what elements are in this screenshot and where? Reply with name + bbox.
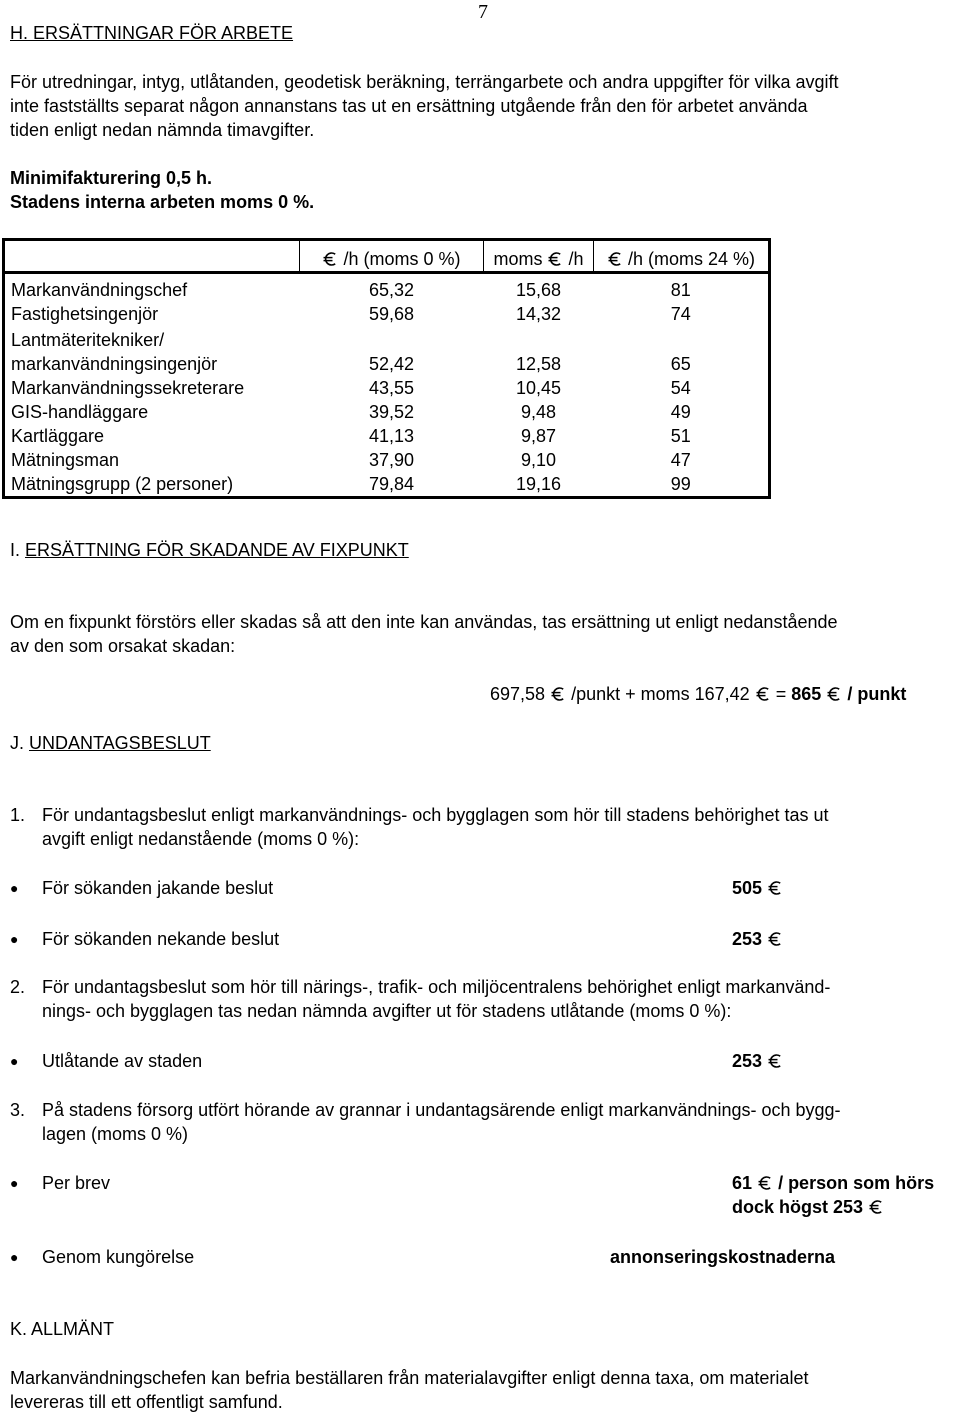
item-text-line: På stadens försorg utfört hörande av grannar i undantagsärende enligt markanvändnings- och bygg- [42,1100,841,1120]
table-row [4,472,770,498]
role-cell: GIS-handläggare [11,402,149,422]
section-k-text-line: Markanvändningschefen kan befria beställaren från materialavgifter enligt denna taxa, om materialet [10,1368,809,1388]
section-h-intro-line: inte fastställts separat någon annanstans tas ut en ersättning utgående från den för arbetet använda [10,96,808,116]
section-k-text-line: levereras till ett offentligt samfund. [10,1392,283,1412]
item-text-line: För undantagsbeslut som hör till närings-, trafik- och miljöcentralens behörighet enligt markanvänd- [42,977,831,997]
vat-cell: 15,68 [515,280,562,300]
section-i-text-line: Om en fixpunkt förstörs eller skadas så att den inte kan användas, tas ersättning ut enligt nedanstående [10,612,838,632]
table-header-row [4,240,770,273]
table-row [4,424,770,448]
item-text-line: För undantagsbeslut enligt markanvändnings- och bygglagen som hör till stadens behörighet tas ut [42,805,829,825]
gross-rate-cell: 49 [670,402,691,422]
euro-sign-icon [767,931,783,947]
gross-rate-cell: 65 [670,354,691,374]
bullet-icon: ● [10,880,19,896]
fixpoint-price [490,682,906,706]
fixpoint-price-total-unit: / punkt [847,684,907,704]
internal-work-note: Stadens interna arbeten moms 0 %. [10,192,315,212]
bullet-icon: ● [10,1175,19,1191]
table-header-cell: moms /h [484,240,594,273]
net-rate-cell: 79,84 [368,474,415,494]
euro-sign-icon [767,1053,783,1069]
net-rate-cell: 65,32 [368,280,415,300]
gross-rate-cell: 51 [670,426,691,446]
fee-amount: 253 [732,927,783,951]
role-cell: Mätningsman [11,450,120,470]
euro-sign-icon [607,251,623,267]
euro-sign-icon [826,686,842,702]
bullet-icon: ● [10,1249,19,1265]
vat-cell: 9,10 [520,450,557,470]
vat-cell: 14,32 [515,304,562,324]
gross-rate-cell: 47 [670,450,691,470]
net-rate-cell: 43,55 [368,378,415,398]
euro-sign-icon [767,880,783,896]
role-cell: Lantmäteritekniker/ markanvändningsingenjör [11,330,218,374]
table-row [4,302,770,326]
fee-max-note: dock högst 253 [732,1195,884,1219]
item-number: 2. [10,977,26,997]
fee-amount: 61 / person som hörs [732,1173,935,1193]
hourly-rates-table [2,238,771,499]
euro-sign-icon [755,686,771,702]
vat-cell: 19,16 [515,474,562,494]
item-number: 1. [10,805,26,825]
fixpoint-price-eq: = [775,684,787,704]
role-cell: Kartläggare [11,426,105,446]
gross-rate-cell: 54 [670,378,691,398]
table-header-cell: /h (moms 24 %) [594,240,770,273]
role-cell: Markanvändningssekreterare [11,378,245,398]
net-rate-cell: 37,90 [368,450,415,470]
net-rate-cell: 39,52 [368,402,415,422]
section-h-title: H. ERSÄTTNINGAR FÖR ARBETE [10,23,294,43]
item-text-line: lagen (moms 0 %) [42,1124,189,1144]
item-text-line: nings- och bygglagen tas nedan nämnda avgifter ut för stadens utlåtande (moms 0 %): [42,1001,732,1021]
fee-amount: 253 [732,1049,783,1073]
bullet-icon: ● [10,931,19,947]
section-k-title: K. ALLMÄNT [10,1319,115,1339]
section-h-intro-line: tiden enligt nedan nämnda timavgifter. [10,120,315,140]
bullet-icon: ● [10,1053,19,1069]
vat-cell: 9,48 [520,402,557,422]
vat-cell: 9,87 [520,426,557,446]
euro-sign-icon [547,251,563,267]
role-cell: Markanvändningschef [11,280,188,300]
gross-rate-cell: 81 [670,280,691,300]
fixpoint-price-total: 865 [791,684,822,704]
section-j-title: J. UNDANTAGSBESLUT [10,733,211,753]
euro-sign-icon [322,251,338,267]
fee-label: Per brev [42,1173,111,1193]
net-rate-cell: 59,68 [368,304,415,324]
fee-amount: 505 [732,876,783,900]
fixpoint-price-unit: /punkt + moms 167,42 [571,684,750,704]
fee-label: Genom kungörelse [42,1247,195,1267]
table-row [4,273,770,303]
euro-sign-icon [868,1199,884,1215]
table-row [4,376,770,400]
min-billing-note: Minimifakturering 0,5 h. [10,168,213,188]
gross-rate-cell: 99 [670,474,691,494]
section-i-text-line: av den som orsakat skadan: [10,636,236,656]
item-text-line: avgift enligt nedanstående (moms 0 %): [42,829,360,849]
vat-cell: 12,58 [515,354,562,374]
fee-amount: annonseringskostnaderna [610,1247,836,1267]
role-cell: Mätningsgrupp (2 personer) [11,474,234,494]
section-i-title: I. ERSÄTTNING FÖR SKADANDE AV FIXPUNKT [10,540,409,560]
table-row [4,400,770,424]
page-number: 7 [478,1,488,23]
gross-rate-cell: 74 [670,304,691,324]
item-number: 3. [10,1100,26,1120]
section-h-intro-line: För utredningar, intyg, utlåtanden, geodetisk beräkning, terrängarbete och andra uppgifter för vilka avgift [10,72,839,92]
net-rate-cell: 52,42 [368,354,415,374]
euro-sign-icon [550,686,566,702]
fee-label: Utlåtande av staden [42,1051,203,1071]
role-cell: Fastighetsingenjör [11,304,159,324]
table-header-cell [4,240,300,273]
euro-sign-icon [757,1175,773,1191]
fee-label: För sökanden nekande beslut [42,929,280,949]
fixpoint-price-net: 697,58 [490,684,546,704]
vat-cell: 10,45 [515,378,562,398]
net-rate-cell: 41,13 [368,426,415,446]
table-row [4,448,770,472]
fee-label: För sökanden jakande beslut [42,878,274,898]
table-row [4,326,770,376]
table-header-cell: /h (moms 0 %) [300,240,484,273]
